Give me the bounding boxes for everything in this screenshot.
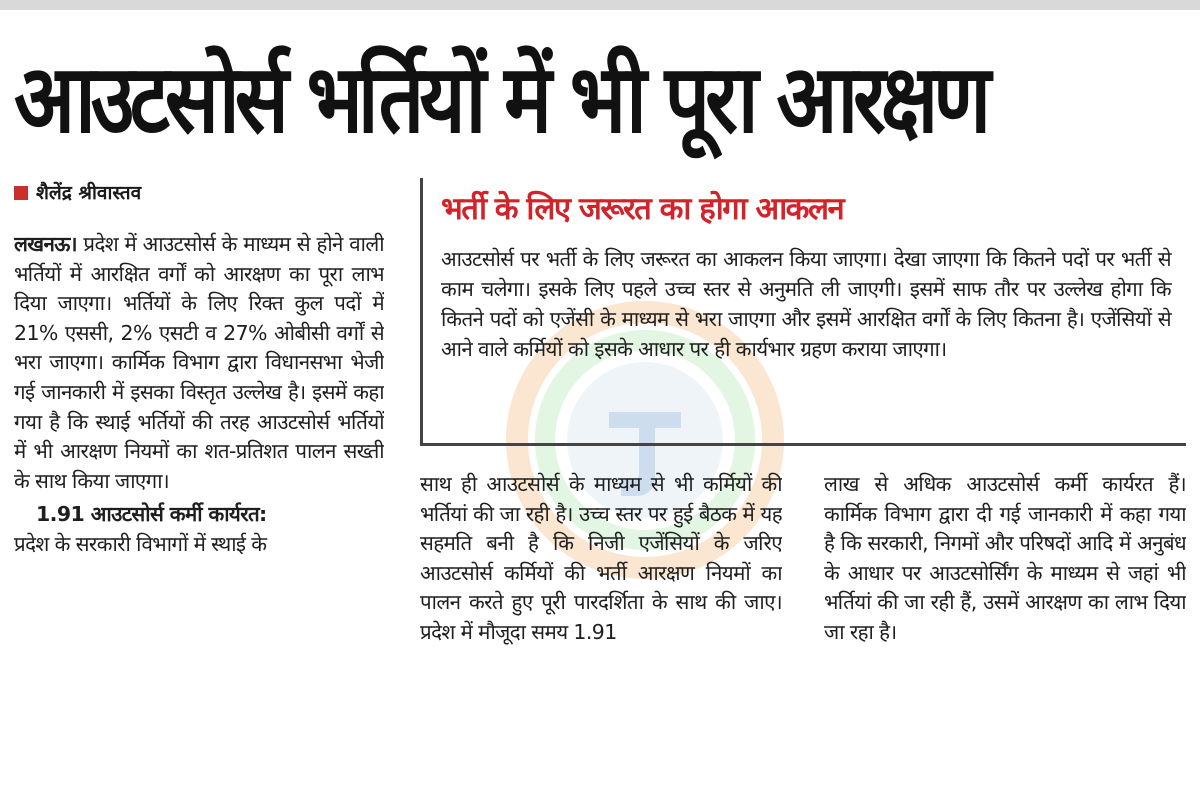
sidebar-box-title: भर्ती के लिए जरूरत का होगा आकलन <box>441 191 844 227</box>
sidebar-box <box>420 178 1186 446</box>
column-3-text: लाख से अधिक आउटसोर्स कर्मी कार्यरत हैं। कार्मिक विभाग द्वारा दी गई जानकारी में कहा गया है कि सरकारी, निगमों और परिषदों आदि में अनुबंध के आधार पर आउटसोर्सिंग के माध्यम से जहां भी भर्तियां की जा रही हैं, उसमें आरक्षण का लाभ दिया जा रहा है। <box>824 472 1186 644</box>
subheading: 1.91 आउटसोर्स कर्मी कार्यरत: <box>36 502 267 527</box>
subheading-text: प्रदेश के सरकारी विभागों में स्थाई के <box>14 531 267 556</box>
author-name: शैलेंद्र श्रीवास्तव <box>36 182 142 204</box>
column-2-text: साथ ही आउटसोर्स के माध्यम से भी कर्मियों की भर्तियां की जा रही है। उच्च स्तर पर हुई बैठक में यह सहमति बनी है कि निजी एजेंसियों के जरिए आउटसोर्स कर्मियों की भर्ती आरक्षण नियमों का पालन करते हुए पूरी पारदर्शिता के साथ की जाए। प्रदेश में मौजूदा समय 1.91 <box>420 472 782 644</box>
square-bullet-icon <box>14 186 28 200</box>
top-edge-strip <box>0 0 1200 10</box>
dateline: लखनऊ। <box>14 232 77 256</box>
headline: आउटसोर्स भर्तियों में भी पूरा आरक्षण <box>14 44 987 154</box>
article-column-1 <box>14 230 384 750</box>
sidebar-box-text: आउटसोर्स पर भर्ती के लिए जरूरत का आकलन किया जाएगा। देखा जाएगा कि कितने पदों पर भर्ती से काम चलेगा। इसके लिए पहले उच्च स्तर से अनुमति ली जाएगी। इसमें साफ तौर पर उल्लेख होगा कि कितने पदों को एजेंसी के माध्यम से भरा जाएगा और इसमें आरक्षित वर्गों के लिए कितना है। एजेंसियों से आने वाले कर्मियों को इसके आधार पर ही कार्यभार ग्रहण कराया जाएगा। <box>441 247 1171 361</box>
column-1-text: प्रदेश में आउटसोर्स के माध्यम से होने वाली भर्तियों में आरक्षित वर्गों को आरक्षण का पूरा लाभ दिया जाएगा। भर्तियों के लिए रिक्त कुल पदों में 21% एससी, 2% एसटी व 27% ओबीसी वर्गों से भरा जाएगा। कार्मिक विभाग द्वारा विधानसभा भेजी गई जानकारी में इसका विस्तृत उल्लेख है। इसमें कहा गया है कि स्थाई भर्तियों की तरह आउटसोर्स भर्तियों में भी आरक्षण नियमों का शत-प्रतिशत पालन सख्ती के साथ किया जाएगा। <box>14 232 384 493</box>
byline <box>14 178 141 208</box>
article-column-2 <box>420 470 782 760</box>
article-column-3 <box>824 470 1186 760</box>
